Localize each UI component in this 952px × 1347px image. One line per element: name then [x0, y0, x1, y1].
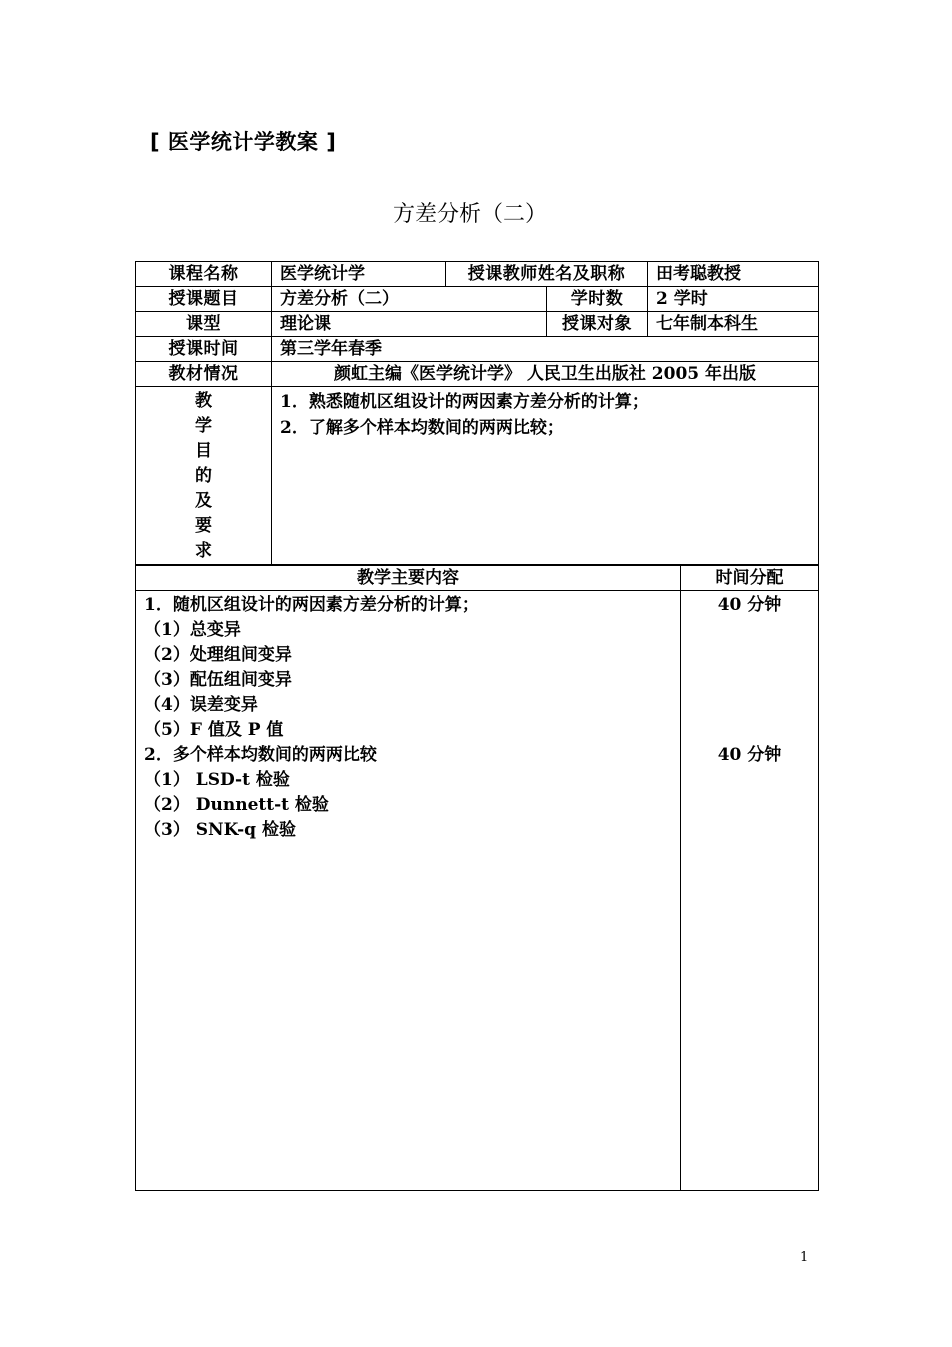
- textbook-value: 颜虹主编《医学统计学》 人民卫生出版社 2005 年出版: [272, 362, 819, 387]
- objectives-label-char: 求: [195, 541, 212, 561]
- page-number: 1: [800, 1250, 809, 1265]
- table-header-row: [136, 566, 819, 591]
- content-line: 1．随机区组设计的两因素方差分析的计算；: [144, 595, 479, 615]
- topic-value: 方差分析（二）: [272, 287, 547, 312]
- table-row: [136, 262, 819, 287]
- objectives-label-char: 教: [195, 391, 212, 411]
- content-line: （5）F 值及 P 值: [144, 720, 284, 740]
- audience-label: 授课对象: [547, 312, 648, 337]
- time-allocation-2: 40 分钟: [717, 745, 782, 765]
- objectives-label-char: 要: [195, 516, 212, 536]
- main-content-header: 教学主要内容: [136, 566, 681, 591]
- objective-item: 1．熟悉随机区组设计的两因素方差分析的计算；: [280, 392, 649, 412]
- topic-label: 授课题目: [136, 287, 272, 312]
- time-label: 授课时间: [136, 337, 272, 362]
- type-value: 理论课: [272, 312, 547, 337]
- content-line: （3）配伍组间变异: [144, 670, 292, 690]
- content-line: 2．多个样本均数间的两两比较: [144, 745, 377, 765]
- hours-value: 2 学时: [648, 287, 819, 312]
- audience-value: 七年制本科生: [648, 312, 819, 337]
- teaching-content-table: [135, 565, 819, 1191]
- content-line: （1） LSD-t 检验: [144, 770, 290, 790]
- content-line: （1）总变异: [144, 620, 241, 640]
- objectives-content: [272, 387, 819, 565]
- table-row: [136, 337, 819, 362]
- course-name-label: 课程名称: [136, 262, 272, 287]
- main-content-cell: [136, 591, 681, 1191]
- document-header: [ 医学统计学教案 ]: [150, 130, 337, 154]
- objectives-label-char: 的: [195, 466, 212, 486]
- time-allocation-1: 40 分钟: [717, 595, 782, 615]
- objectives-label: [136, 387, 272, 565]
- content-line: （3） SNK-q 检验: [144, 820, 296, 840]
- table-row: [136, 362, 819, 387]
- content-line: （2）处理组间变异: [144, 645, 292, 665]
- content-line: （2） Dunnett-t 检验: [144, 795, 329, 815]
- time-allocation-header: 时间分配: [681, 566, 819, 591]
- type-label: 课型: [136, 312, 272, 337]
- hours-label: 学时数: [547, 287, 648, 312]
- objective-item: 2．了解多个样本均数间的两两比较；: [280, 418, 564, 438]
- objectives-label-char: 学: [195, 416, 212, 436]
- time-value: 第三学年春季: [272, 337, 819, 362]
- table-row: [136, 312, 819, 337]
- objectives-label-char: 目: [195, 441, 212, 461]
- table-row: [136, 387, 819, 565]
- teacher-label: 授课教师姓名及职称: [446, 262, 648, 287]
- document-title: 方差分析（二）: [392, 202, 547, 227]
- course-name-value: 医学统计学: [272, 262, 446, 287]
- teacher-value: 田考聪教授: [648, 262, 819, 287]
- textbook-label: 教材情况: [136, 362, 272, 387]
- course-info-table: [135, 261, 819, 565]
- content-line: （4）误差变异: [144, 695, 258, 715]
- table-row: [136, 591, 819, 1191]
- objectives-label-char: 及: [195, 491, 212, 511]
- table-row: [136, 287, 819, 312]
- time-allocation-cell: [681, 591, 819, 1191]
